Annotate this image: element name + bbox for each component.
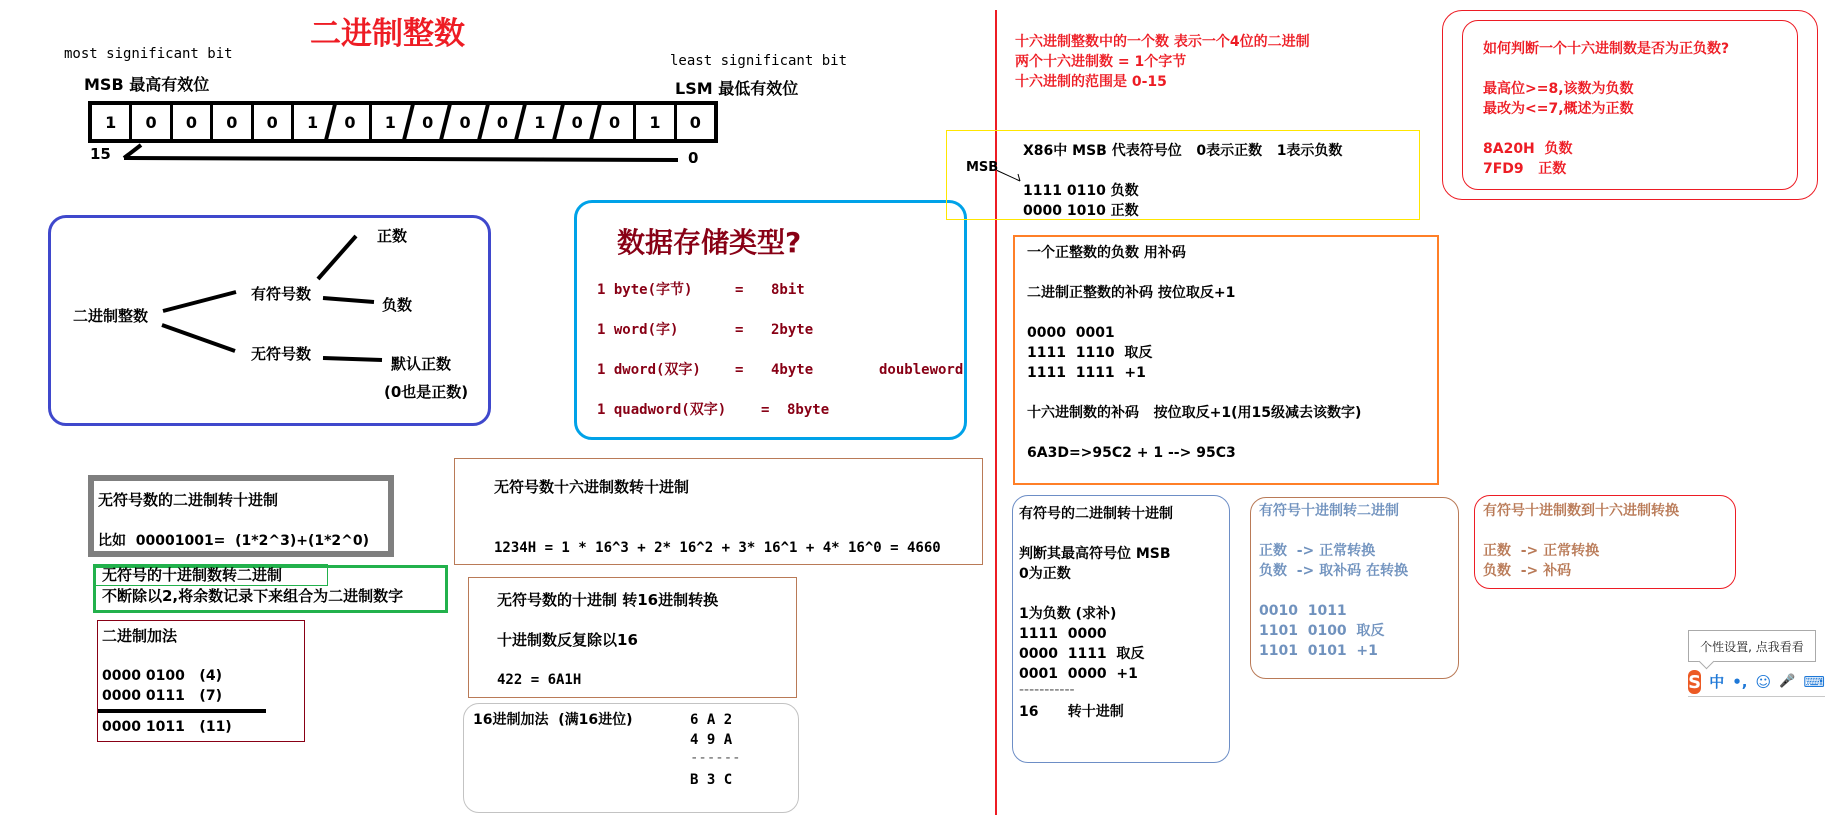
- bit-cell: 1: [291, 105, 331, 139]
- page-title: 二进制整数: [310, 16, 465, 52]
- storage-title: 数据存储类型?: [617, 226, 802, 259]
- storage-row: 1 dword(双字) = 4byte doubleword: [597, 362, 964, 378]
- complement-panel: [1013, 235, 1439, 485]
- unsigned-bin2dec-panel: [88, 475, 394, 557]
- bit-cell: 0: [596, 105, 633, 139]
- row: 0010 1011: [1259, 603, 1347, 619]
- lsb-label-zh: LSM 最低有效位: [675, 79, 799, 98]
- row: 0000 1111 取反: [1019, 646, 1145, 662]
- add-row: 0000 0111 (7): [102, 688, 222, 704]
- comp-line: 一个正整数的负数 用补码: [1027, 245, 1186, 261]
- panel-title: 二进制加法: [102, 627, 178, 645]
- row: 1101 0101 +1: [1259, 643, 1378, 659]
- signed-dec2bin-panel: [1250, 497, 1459, 679]
- bit-cell: 1: [369, 105, 409, 139]
- microphone-icon[interactable]: 🎤: [1779, 674, 1796, 689]
- hexadd-row: 4 9 A: [690, 732, 733, 748]
- row: 16 转十进制: [1019, 704, 1124, 720]
- tree-negative: 负数: [382, 296, 413, 314]
- sogou-logo-icon[interactable]: S: [1688, 671, 1702, 693]
- bit-cell: 1: [92, 105, 129, 139]
- example-line: 比如 00001001= (1*2^3)+(1*2^0): [98, 533, 370, 549]
- example: 8A20H 负数: [1483, 141, 1573, 157]
- bit-cell: 0: [446, 105, 483, 139]
- bit-cell: 0: [484, 105, 521, 139]
- panel-title: 有符号十进制数到十六进制转换: [1483, 503, 1679, 519]
- formula: 1234H = 1 * 16^3 + 2* 16^2 + 3* 16^1 + 4* 16^0 = 4660: [494, 540, 941, 556]
- keyboard-icon[interactable]: ⌨: [1803, 673, 1825, 691]
- tree-default-positive: 默认正数: [391, 355, 452, 373]
- bit-cell: 0: [210, 105, 250, 139]
- ime-toolbar[interactable]: [1688, 668, 1825, 697]
- comp-line: 二进制正整数的补码 按位取反+1: [1027, 285, 1236, 301]
- hex-info-line: 两个十六进制数 = 1个字节: [1015, 54, 1187, 70]
- lsb-label-en: least significant bit: [670, 53, 848, 69]
- panel-title: 无符号数的十进制 转16进制转换: [497, 591, 719, 609]
- panel-title: 有符号的二进制转十进制: [1019, 506, 1173, 522]
- storage-types-panel: [574, 200, 967, 440]
- comp-row: 0000 0001: [1027, 325, 1115, 341]
- panel-title: X86中 MSB 代表符号位 0表示正数 1表示负数: [1023, 143, 1343, 159]
- comp-row: 1111 1111 +1: [1027, 365, 1146, 381]
- add-row: 0000 0100 (4): [102, 668, 222, 684]
- example: 7FD9 正数: [1483, 161, 1567, 177]
- example: 422 = 6A1H: [497, 672, 582, 688]
- comp-line: 6A3D=>95C2 + 1 --> 95C3: [1027, 445, 1236, 461]
- add-row: 0000 1011 (11): [102, 719, 232, 735]
- hexadd-divider: ------: [690, 750, 741, 766]
- tree-zero-note: (0也是正数): [384, 383, 469, 401]
- bit-cell: 0: [331, 105, 368, 139]
- rule: 最改为<=7,概述为正数: [1483, 101, 1634, 117]
- hex-info-line: 十六进制整数中的一个数 表示一个4位的二进制: [1015, 34, 1310, 50]
- bit-cell: 0: [251, 105, 291, 139]
- row: 1111 0000: [1019, 626, 1107, 642]
- hex-info-notes: [1015, 32, 1310, 92]
- line: 正数 -> 正常转换: [1483, 543, 1600, 559]
- bit-cell: 0: [170, 105, 210, 139]
- comp-row: 1111 1110 取反: [1027, 345, 1153, 361]
- line: 负数 -> 取补码 在转换: [1259, 563, 1409, 579]
- panel-title: 如何判断一个十六进制数是否为正负数?: [1483, 41, 1730, 57]
- panel-desc: 不断除以2,将余数记录下来组合为二进制数字: [102, 587, 404, 605]
- panel-title: 无符号数十六进制数转十进制: [494, 478, 690, 496]
- bit-cell: 0: [409, 105, 446, 139]
- integer-tree-panel: [48, 215, 491, 426]
- x86-sign-panel: [946, 130, 1420, 220]
- storage-row: 1 word(字) = 2byte: [597, 322, 814, 338]
- bit-index-high: 15: [90, 145, 111, 163]
- hex-addition-panel: [463, 703, 799, 813]
- storage-row: 1 quadword(双字) = 8byte: [597, 402, 830, 418]
- bit-cell: 0: [559, 105, 596, 139]
- emoji-icon[interactable]: ☺: [1755, 673, 1772, 691]
- panel-desc: 十进制数反复除以16: [497, 631, 638, 649]
- panel-title: 无符号数的二进制转十进制: [98, 491, 279, 509]
- msb-pointer-label: MSB: [966, 160, 999, 175]
- bit-index-low: 0: [688, 149, 699, 167]
- sign-row: 1111 0110 负数: [1023, 183, 1139, 199]
- row-divider: -----------: [1019, 682, 1075, 698]
- tree-root: 二进制整数: [73, 307, 149, 325]
- punctuation-icon[interactable]: •,: [1732, 673, 1748, 691]
- line: 1为负数 (求补): [1019, 606, 1117, 622]
- language-toggle-icon[interactable]: 中: [1709, 673, 1725, 691]
- comp-line: 十六进制数的补码 按位取反+1(用15级减去该数字): [1027, 405, 1362, 421]
- row: 1101 0100 取反: [1259, 623, 1385, 639]
- hex-sign-check-panel: [1462, 20, 1798, 190]
- storage-row: 1 byte(字节) = 8bit: [597, 282, 805, 298]
- rule: 最高位>=8,该数为负数: [1483, 81, 1634, 97]
- unsigned-dec2hex-panel: [468, 577, 797, 698]
- panel-title: 16进制加法 (满16进位): [473, 712, 633, 728]
- bit-cell: 0: [674, 105, 714, 139]
- signed-dec2hex-panel: [1474, 495, 1736, 589]
- bit-cell: 1: [633, 105, 673, 139]
- bit-cell: 0: [129, 105, 169, 139]
- ime-tooltip: 个性设置, 点我看看: [1688, 630, 1816, 662]
- panel-title: 有符号十进制转二进制: [1259, 503, 1399, 519]
- hexadd-row: B 3 C: [690, 772, 733, 788]
- panel-title: 无符号的十进制数转二进制: [102, 566, 283, 584]
- sign-row: 0000 1010 正数: [1023, 203, 1139, 219]
- line: 正数 -> 正常转换: [1259, 543, 1376, 559]
- tree-signed: 有符号数: [251, 285, 312, 303]
- bit-cell: 1: [521, 105, 558, 139]
- tree-positive: 正数: [377, 227, 408, 245]
- unsigned-hex2dec-panel: [454, 458, 983, 565]
- row: 0001 0000 +1: [1019, 666, 1138, 682]
- line: 0为正数: [1019, 566, 1071, 582]
- binary-addition-panel: [97, 620, 305, 742]
- line: 负数 -> 补码: [1483, 563, 1572, 579]
- tree-unsigned: 无符号数: [251, 345, 312, 363]
- line: 判断其最高符号位 MSB: [1019, 546, 1171, 562]
- msb-label-zh: MSB 最高有效位: [84, 75, 210, 94]
- msb-label-en: most significant bit: [64, 46, 233, 62]
- signed-bin2dec-panel: [1012, 495, 1230, 763]
- hexadd-row: 6 A 2: [690, 712, 733, 728]
- hex-info-line: 十六进制的范围是 0-15: [1015, 74, 1167, 90]
